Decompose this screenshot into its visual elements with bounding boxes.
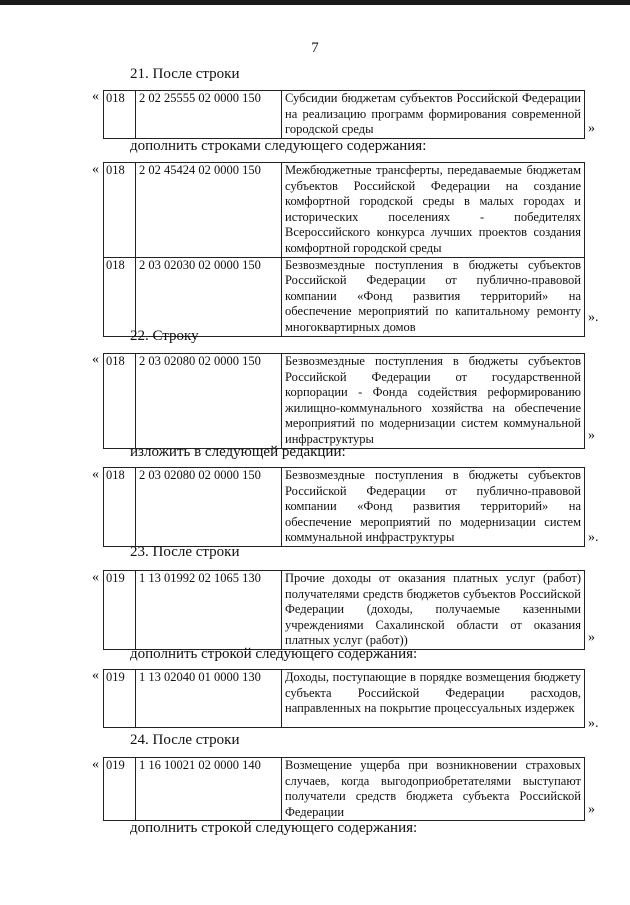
supplement-row-heading: дополнить строкой следующего содержания: bbox=[130, 646, 418, 662]
kbk-cell: 2 02 45424 02 0000 150 bbox=[136, 163, 282, 258]
table-6 bbox=[103, 669, 585, 728]
supplement-rows-heading: дополнить строками следующего содержания: bbox=[130, 138, 427, 154]
quote-open: « bbox=[92, 668, 99, 683]
table-row bbox=[104, 91, 585, 139]
table-5 bbox=[103, 570, 585, 650]
supplement-row-heading-2: дополнить строкой следующего содержания: bbox=[130, 820, 418, 836]
table-1 bbox=[103, 90, 585, 139]
table-3 bbox=[103, 353, 585, 449]
kbk-cell: 1 16 10021 02 0000 140 bbox=[136, 758, 282, 821]
code-cell: 018 bbox=[104, 91, 136, 139]
table-row bbox=[104, 468, 585, 547]
table-row bbox=[104, 571, 585, 650]
quote-close-dot: ». bbox=[588, 530, 599, 545]
kbk-cell: 1 13 01992 02 1065 130 bbox=[136, 571, 282, 650]
code-cell: 019 bbox=[104, 758, 136, 821]
table-row bbox=[104, 163, 585, 258]
name-cell: Межбюджетные трансферты, передаваемые бюджетам субъектов Российской Федерации на создание комфортной городской среды в малых городах и исторических поселениях - победителях Всероссийского конкурса лучших проектов создания комфортной городской среды bbox=[282, 163, 585, 258]
page-top-border bbox=[0, 0, 630, 5]
quote-open: « bbox=[92, 352, 99, 367]
name-cell: Прочие доходы от оказания платных услуг (работ) получателями средств бюджетов субъектов Российской Федерации (доходы, получаемые казенными учреждениями Сахалинской области от оказания платных услуг (работ)) bbox=[282, 571, 585, 650]
kbk-cell: 2 02 25555 02 0000 150 bbox=[136, 91, 282, 139]
table-4 bbox=[103, 467, 585, 547]
quote-close: » bbox=[588, 121, 595, 136]
quote-close: » bbox=[588, 630, 595, 645]
code-cell: 018 bbox=[104, 354, 136, 449]
new-edition-heading: изложить в следующей редакции: bbox=[130, 444, 346, 460]
quote-open: « bbox=[92, 467, 99, 482]
name-cell: Безвозмездные поступления в бюджеты субъектов Российской Федерации от государственной корпорации - Фонда содействия реформированию жилищно-коммунального хозяйства на обеспечение мероприятий по модернизации систем коммунальной инфраструктуры bbox=[282, 354, 585, 449]
quote-close-dot: ». bbox=[588, 310, 599, 325]
name-cell: Доходы, поступающие в порядке возмещения бюджету субъекта Российской Федерации расходов, направленных на покрытие процессуальных издержек bbox=[282, 670, 585, 728]
kbk-cell: 1 13 02040 01 0000 130 bbox=[136, 670, 282, 728]
name-cell: Субсидии бюджетам субъектов Российской Федерации на реализацию программ формирования современной городской среды bbox=[282, 91, 585, 139]
quote-open: « bbox=[92, 757, 99, 772]
kbk-cell: 2 03 02080 02 0000 150 bbox=[136, 354, 282, 449]
section-24-heading: 24. После строки bbox=[130, 732, 240, 748]
code-cell: 018 bbox=[104, 257, 136, 336]
code-cell: 019 bbox=[104, 571, 136, 650]
code-cell: 019 bbox=[104, 670, 136, 728]
kbk-cell: 2 03 02080 02 0000 150 bbox=[136, 468, 282, 547]
name-cell: Безвозмездные поступления в бюджеты субъектов Российской Федерации от публично-правовой компании «Фонд развития территорий» на обеспечение мероприятий по капитальному ремонту многоквартирных домов bbox=[282, 257, 585, 336]
name-cell: Безвозмездные поступления в бюджеты субъектов Российской Федерации от публично-правовой компании «Фонд развития территорий» на обеспечение мероприятий по модернизации систем коммунальной инфраструктуры bbox=[282, 468, 585, 547]
table-row bbox=[104, 758, 585, 821]
section-22-heading: 22. Строку bbox=[130, 328, 199, 344]
table-7 bbox=[103, 757, 585, 821]
table-row bbox=[104, 670, 585, 728]
page-number: 7 bbox=[311, 40, 319, 56]
table-row bbox=[104, 257, 585, 336]
section-21-heading: 21. После строки bbox=[130, 66, 240, 82]
quote-close: » bbox=[588, 428, 595, 443]
code-cell: 018 bbox=[104, 468, 136, 547]
section-23-heading: 23. После строки bbox=[130, 544, 240, 560]
quote-close: » bbox=[588, 802, 595, 817]
kbk-cell: 2 03 02030 02 0000 150 bbox=[136, 257, 282, 336]
quote-close-dot: ». bbox=[588, 716, 599, 731]
quote-open: « bbox=[92, 89, 99, 104]
table-row bbox=[104, 354, 585, 449]
quote-open: « bbox=[92, 570, 99, 585]
quote-open: « bbox=[92, 162, 99, 177]
code-cell: 018 bbox=[104, 163, 136, 258]
table-2 bbox=[103, 162, 585, 337]
name-cell: Возмещение ущерба при возникновении страховых случаев, когда выгодоприобретателями выступают получатели средств бюджета субъекта Российской Федерации bbox=[282, 758, 585, 821]
